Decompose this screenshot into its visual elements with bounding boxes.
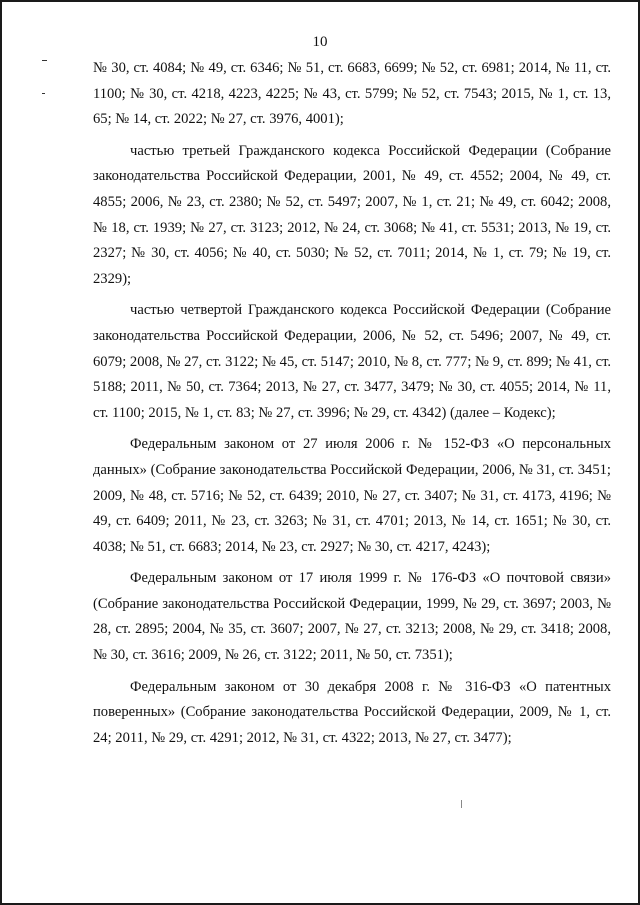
scan-speck xyxy=(461,800,462,808)
paragraph-law-152-fz: Федеральным законом от 27 июля 2006 г. № 152-ФЗ «О персональных данных» (Собрание законодательства Российской Федерации, 2006, № 31, ст. 3451; 2009, № 48, ст. 5716; № 52, ст. 6439; 2010, № 27, ст. 3407; № 31, ст. 4173, 4196; № 49, ст. 6409; 2011, № 23, ст. 3263; № 31, ст. 4701; 2013, № 14, ст. 1651; № 30, ст. 4038; № 51, ст. 6683; 2014, № 23, ст. 2927; № 30, ст. 4217, 4243); xyxy=(93,436,611,555)
paragraph-continuation: № 30, ст. 4084; № 49, ст. 6346; № 51, ст. 6683, 6699; № 52, ст. 6981; 2014, № 11, ст. 1100; № 30, ст. 4218, 4223, 4225; № 43, ст. 5799; № 52, ст. 7543; 2015, № 1, ст. 13, 65; № 14, ст. 2022; № 27, ст. 3976, 4001); xyxy=(93,60,611,128)
scan-border-top xyxy=(0,0,640,2)
document-body xyxy=(93,56,611,751)
paragraph-law-176-fz: Федеральным законом от 17 июля 1999 г. № 176-ФЗ «О почтовой связи» (Собрание законодательства Российской Федерации, 1999, № 29, ст. 3697; 2003, № 28, ст. 2895; 2004, № 35, ст. 3607; 2007, № 27, ст. 3213; 2008, № 29, ст. 3418; 2008, № 30, ст. 3616; 2009, № 26, ст. 3122; 2011, № 50, ст. 7351); xyxy=(93,570,611,664)
paragraph-civil-code-part-three: частью третьей Гражданского кодекса Российской Федерации (Собрание законодательства Российской Федерации, 2001, № 49, ст. 4552; 2004, № 49, ст. 4855; 2006, № 23, ст. 2380; № 52, ст. 5497; 2007, № 1, ст. 21; № 49, ст. 6042; 2008, № 18, ст. 1939; № 27, ст. 3123; 2012, № 24, ст. 3068; № 41, ст. 5531; 2013, № 19, ст. 2327; № 30, ст. 4056; № 40, ст. 5030; № 52, ст. 7011; 2014, № 1, ст. 79; № 19, ст. 2329); xyxy=(93,142,611,287)
paragraph-civil-code-part-four: частью четвертой Гражданского кодекса Российской Федерации (Собрание законодательства Российской Федерации, 2006, № 52, ст. 5496; 2007, № 49, ст. 6079; 2008, № 27, ст. 3122; № 45, ст. 5147; 2010, № 8, ст. 777; № 9, ст. 899; № 41, ст. 5188; 2011, № 50, ст. 7364; 2013, № 27, ст. 3477, 3479; № 30, ст. 4055; 2014, № 11, ст. 1100; 2015, № 1, ст. 83; № 27, ст. 3996; № 29, ст. 4342) (далее – Кодекс); xyxy=(93,302,611,421)
page-number: 10 xyxy=(312,34,328,50)
scan-speck xyxy=(42,60,47,61)
scan-speck xyxy=(42,93,45,94)
scan-border-left xyxy=(0,0,2,905)
paragraph-law-316-fz: Федеральным законом от 30 декабря 2008 г. № 316-ФЗ «О патентных поверенных» (Собрание законодательства Российской Федерации, 2009, № 1, ст. 24; 2011, № 29, ст. 4291; 2012, № 31, ст. 4322; 2013, № 27, ст. 3477); xyxy=(93,678,611,746)
